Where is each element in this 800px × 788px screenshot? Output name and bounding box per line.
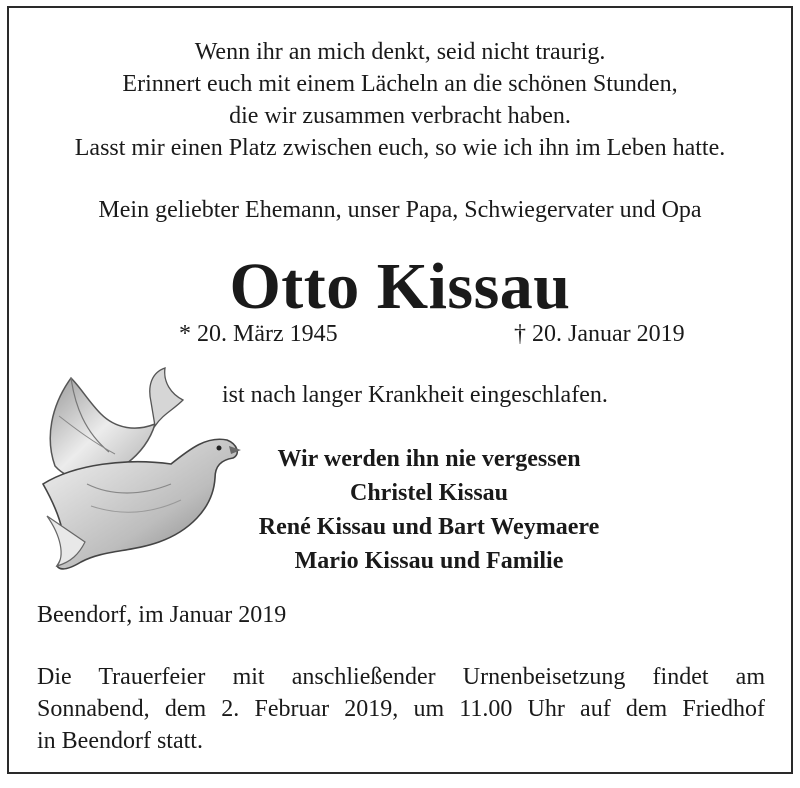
poem-line: Lasst mir einen Platz zwischen euch, so wie ich ihn im Leben hatte. <box>74 135 726 161</box>
funeral-line: Die Trauerfeier mit anschließender Urnenbeisetzung findet am <box>37 664 765 690</box>
mourner-line: René Kissau und Bart Weymaere <box>258 514 600 540</box>
poem-line: die wir zusammen verbracht haben. <box>229 103 571 129</box>
birth-date: * 20. März 1945 <box>179 321 338 347</box>
poem-line: Wenn ihr an mich denkt, seid nicht traurig. <box>194 39 606 65</box>
death-date: † 20. Januar 2019 <box>514 321 685 347</box>
obituary-notice <box>7 6 793 774</box>
funeral-line: in Beendorf statt. <box>37 728 203 754</box>
funeral-info <box>37 661 765 757</box>
poem <box>9 36 791 164</box>
intro-line: Mein geliebter Ehemann, unser Papa, Schwiegervater und Opa <box>98 197 702 223</box>
deceased-name: Otto Kissau <box>229 250 571 323</box>
mourner-line: Wir werden ihn nie vergessen <box>277 446 581 472</box>
mourner-line: Mario Kissau und Familie <box>294 548 564 574</box>
funeral-line: Sonnabend, dem 2. Februar 2019, um 11.00 Uhr auf dem Friedhof <box>37 696 765 722</box>
mourners-block <box>239 442 619 578</box>
statement-text: ist nach langer Krankheit eingeschlafen. <box>222 382 608 408</box>
mourner-line: Christel Kissau <box>349 480 508 506</box>
poem-line: Erinnert euch mit einem Lächeln an die schönen Stunden, <box>122 71 678 97</box>
dove-icon <box>31 366 241 581</box>
place-date: Beendorf, im Januar 2019 <box>37 602 287 628</box>
